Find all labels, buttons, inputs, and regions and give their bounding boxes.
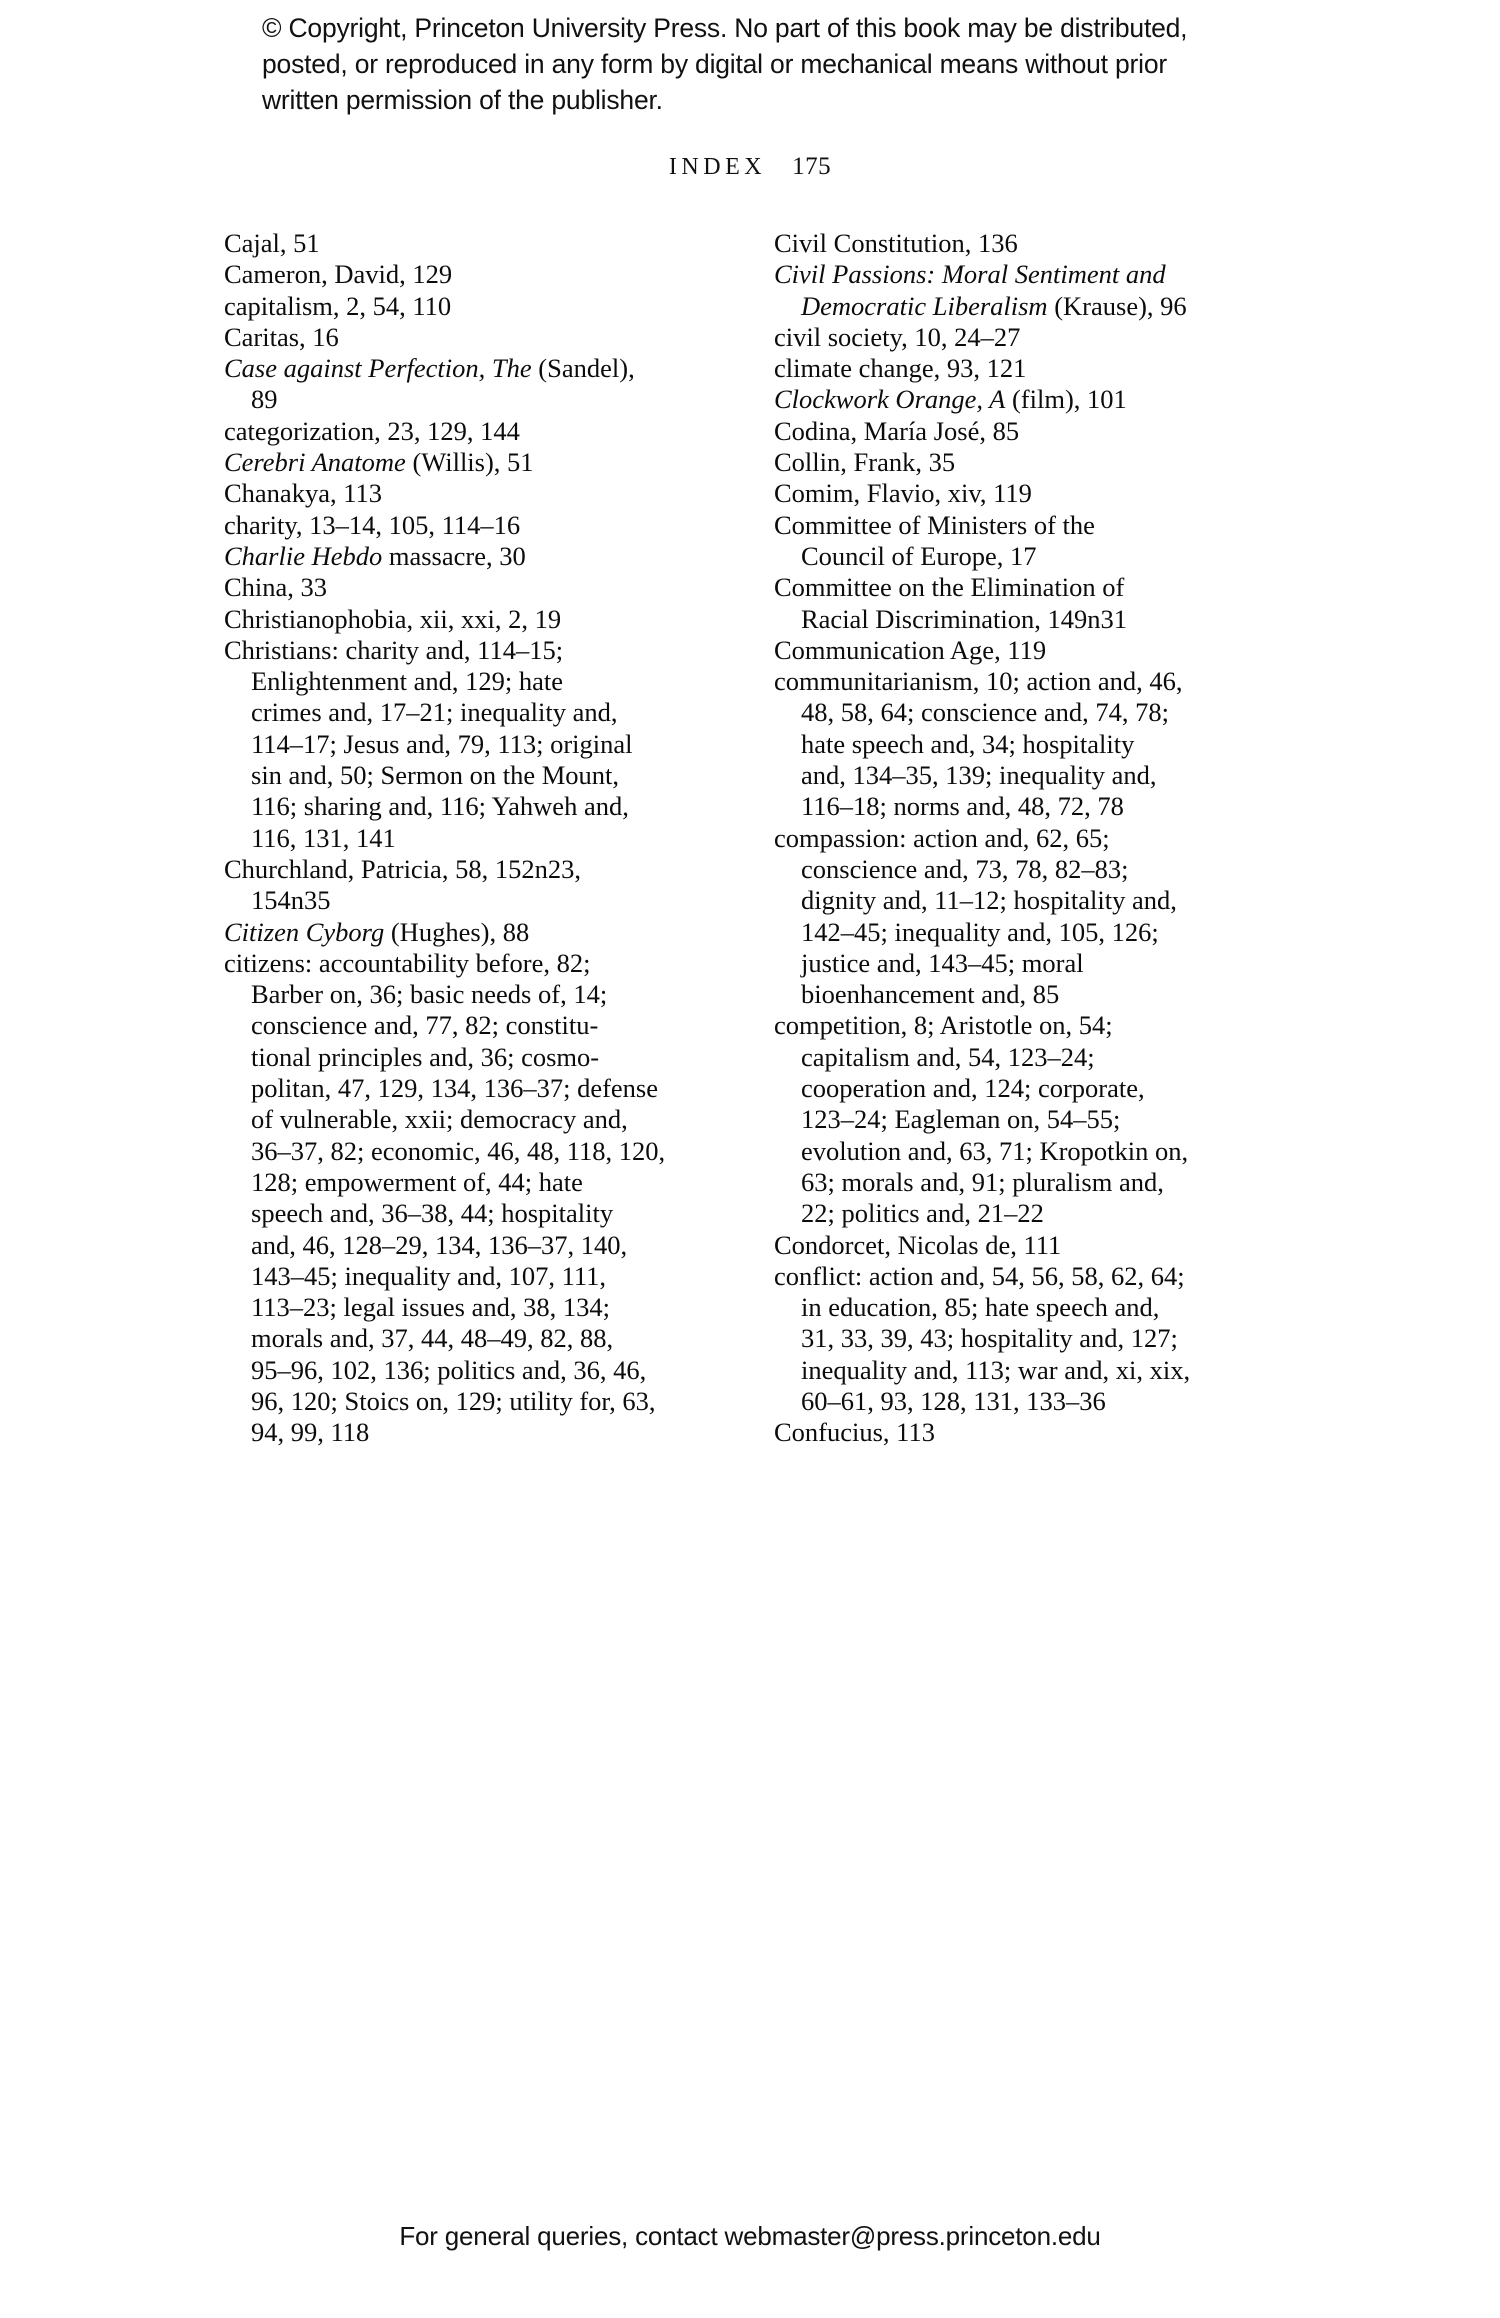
index-column-right [774, 228, 1294, 1449]
page-number: 175 [792, 153, 832, 180]
index-entry [774, 478, 1294, 509]
index-entry-line: Confucius, 113 [774, 1417, 935, 1448]
index-entry-line: Christians: charity and, 114–15; [224, 634, 564, 665]
index-entry-line: Cerebri Anatome (Willis), 51 [224, 447, 534, 478]
index-entry-line: and, 134–35, 139; inequality and, [801, 760, 1157, 791]
index-entry-line: inequality and, 113; war and, xi, xix, [801, 1354, 1191, 1385]
index-entry-line: 116–18; norms and, 48, 72, 78 [801, 791, 1124, 822]
index-entry-line: Christianophobia, xii, xxi, 2, 19 [224, 603, 562, 634]
index-entry-line: conflict: action and, 54, 56, 58, 62, 64; [774, 1260, 1185, 1291]
index-entry-line: Collin, Frank, 35 [774, 447, 956, 478]
index-entry [774, 1230, 1294, 1261]
italic-title: Charlie Hebdo [224, 540, 383, 571]
index-entry-line: tional principles and, 36; cosmo- [251, 1041, 600, 1072]
index-entry-line: dignity and, 11–12; hospitality and, [801, 885, 1177, 916]
index-entry-line: conscience and, 73, 78, 82–83; [801, 853, 1129, 884]
index-entry-line: charity, 13–14, 105, 114–16 [224, 509, 521, 540]
italic-title: Case against Perfection, The [224, 353, 532, 384]
index-entry-line: Charlie Hebdo massacre, 30 [224, 540, 526, 571]
index-entry [774, 416, 1294, 447]
index-entry-line: morals and, 37, 44, 48–49, 82, 88, [251, 1323, 614, 1354]
index-entry [224, 259, 714, 290]
index-entry [224, 604, 714, 635]
italic-title: Cerebri Anatome [224, 447, 406, 478]
index-entry [224, 322, 714, 353]
index-entry [224, 478, 714, 509]
index-entry-line: politan, 47, 129, 134, 136–37; defense [251, 1073, 659, 1104]
index-entry [774, 1010, 1294, 1229]
italic-title: Clockwork Orange, A [774, 384, 1006, 415]
index-entry-line: conscience and, 77, 82; constitu- [251, 1010, 599, 1041]
index-entry-line: civil society, 10, 24–27 [774, 321, 1021, 352]
index-entry [224, 510, 714, 541]
index-entry-line: 89 [251, 384, 278, 415]
index-entry [224, 948, 714, 1449]
index-entry-line: Clockwork Orange, A (film), 101 [774, 384, 1127, 415]
index-entry-line: bioenhancement and, 85 [801, 979, 1060, 1010]
index-entry [774, 259, 1294, 322]
index-entry-line: capitalism and, 54, 123–24; [801, 1041, 1095, 1072]
index-entry-line: speech and, 36–38, 44; hospitality [251, 1198, 614, 1229]
index-entry-line: 96, 120; Stoics on, 129; utility for, 63, [251, 1385, 656, 1416]
footer-notice: For general queries, contact webmaster@press.princeton.edu [399, 2221, 1101, 2251]
index-entry-line: crimes and, 17–21; inequality and, [251, 697, 618, 728]
index-entry-line: Citizen Cyborg (Hughes), 88 [224, 916, 530, 947]
index-entry-line: Chanakya, 113 [224, 478, 382, 509]
index-entry-line: in education, 85; hate speech and, [801, 1292, 1160, 1323]
index-columns [0, 228, 1500, 2078]
index-entry-line: 36–37, 82; economic, 46, 48, 118, 120, [251, 1135, 666, 1166]
copyright-notice: © Copyright, Princeton University Press. No part of this book may be distributed, posted, or reproduced in any form by digital or mechanical means without prior written permission of the publisher. [262, 13, 1188, 115]
index-entry-line: cooperation and, 124; corporate, [801, 1073, 1145, 1104]
index-entry-line: 22; politics and, 21–22 [801, 1198, 1044, 1229]
index-entry-line: Barber on, 36; basic needs of, 14; [251, 979, 608, 1010]
index-entry-line: 116; sharing and, 116; Yahweh and, [251, 791, 629, 822]
index-entry [774, 228, 1294, 259]
index-entry-line: capitalism, 2, 54, 110 [224, 290, 452, 321]
index-entry-line: hate speech and, 34; hospitality [801, 728, 1135, 759]
index-entry-line: Case against Perfection, The (Sandel), [224, 353, 635, 384]
index-entry [774, 353, 1294, 384]
index-entry-line: 154n35 [251, 885, 331, 916]
index-entry-line: 60–61, 93, 128, 131, 133–36 [801, 1385, 1106, 1416]
index-entry-line: 114–17; Jesus and, 79, 113; original [251, 728, 633, 759]
italic-title: Civil Passions: Moral Sentiment and [774, 259, 1166, 290]
index-entry-line: Communication Age, 119 [774, 634, 1047, 665]
index-entry [774, 666, 1294, 822]
index-entry-line: 116, 131, 141 [251, 822, 396, 853]
index-entry-line: 123–24; Eagleman on, 54–55; [801, 1104, 1121, 1135]
index-entry [224, 541, 714, 572]
index-entry [224, 228, 714, 259]
index-entry-line: 31, 33, 39, 43; hospitality and, 127; [801, 1323, 1178, 1354]
italic-title: Citizen Cyborg [224, 916, 385, 947]
index-entry [774, 1417, 1294, 1448]
index-entry-line: Cameron, David, 129 [224, 259, 453, 290]
index-entry-line: 94, 99, 118 [251, 1417, 370, 1448]
index-entry-line: 142–45; inequality and, 105, 126; [801, 916, 1159, 947]
index-entry [224, 854, 714, 917]
index-entry-line: Civil Constitution, 136 [774, 228, 1018, 258]
index-entry-line: evolution and, 63, 71; Kropotkin on, [801, 1135, 1189, 1166]
index-entry-line: 48, 58, 64; conscience and, 74, 78; [801, 697, 1169, 728]
index-entry-line: 95–96, 102, 136; politics and, 36, 46, [251, 1354, 647, 1385]
index-entry-line: Condorcet, Nicolas de, 111 [774, 1229, 1062, 1260]
index-entry [224, 447, 714, 478]
index-entry-line: of vulnerable, xxii; democracy and, [251, 1104, 628, 1135]
index-entry-line: justice and, 143–45; moral [801, 947, 1084, 978]
index-entry-line: 113–23; legal issues and, 38, 134; [251, 1292, 610, 1323]
index-entry [774, 635, 1294, 666]
index-entry-line: Racial Discrimination, 149n31 [801, 603, 1128, 634]
running-head [0, 152, 1500, 182]
index-entry-line: communitarianism, 10; action and, 46, [774, 666, 1183, 697]
index-entry-line: categorization, 23, 129, 144 [224, 415, 520, 446]
index-entry-line: Council of Europe, 17 [801, 540, 1037, 571]
index-entry-line: Codina, María José, 85 [774, 415, 1020, 446]
index-entry [774, 447, 1294, 478]
index-entry [774, 1261, 1294, 1417]
index-entry-line: competition, 8; Aristotle on, 54; [774, 1010, 1113, 1041]
index-entry [774, 510, 1294, 573]
index-entry-line: Comim, Flavio, xiv, 119 [774, 478, 1032, 509]
index-entry-line: Cajal, 51 [224, 228, 320, 258]
index-entry-line: 128; empowerment of, 44; hate [251, 1166, 583, 1197]
index-entry-line [774, 259, 1294, 290]
index-entry-line: citizens: accountability before, 82; [224, 947, 591, 978]
index-entry-line: Enlightenment and, 129; hate [251, 666, 564, 697]
index-entry-line: and, 46, 128–29, 134, 136–37, 140, [251, 1229, 628, 1260]
index-entry-line: China, 33 [224, 572, 328, 603]
index-entry [224, 635, 714, 854]
italic-title: Democratic Liberalism [801, 290, 1048, 321]
running-head-label: INDEX [668, 154, 767, 180]
index-entry-line: Churchland, Patricia, 58, 152n23, [224, 853, 581, 884]
index-entry [774, 823, 1294, 1011]
index-entry-line: Committee of Ministers of the [774, 509, 1095, 540]
index-entry-line: 143–45; inequality and, 107, 111, [251, 1260, 607, 1291]
index-entry [224, 917, 714, 948]
index-entry-line: climate change, 93, 121 [774, 353, 1027, 384]
index-entry [224, 291, 714, 322]
index-entry-line: sin and, 50; Sermon on the Mount, [251, 760, 620, 791]
index-entry [774, 572, 1294, 635]
index-entry [774, 322, 1294, 353]
index-column-left [224, 228, 714, 1449]
index-entry [224, 416, 714, 447]
index-entry-line: Committee on the Elimination of [774, 572, 1125, 603]
index-entry-line: 63; morals and, 91; pluralism and, [801, 1166, 1164, 1197]
index-entry [224, 572, 714, 603]
index-entry-line: compassion: action and, 62, 65; [774, 822, 1110, 853]
index-entry [774, 384, 1294, 415]
index-entry [224, 353, 714, 416]
index-entry-line: Democratic Liberalism (Krause), 96 [801, 290, 1187, 321]
index-entry-line: Caritas, 16 [224, 321, 339, 352]
